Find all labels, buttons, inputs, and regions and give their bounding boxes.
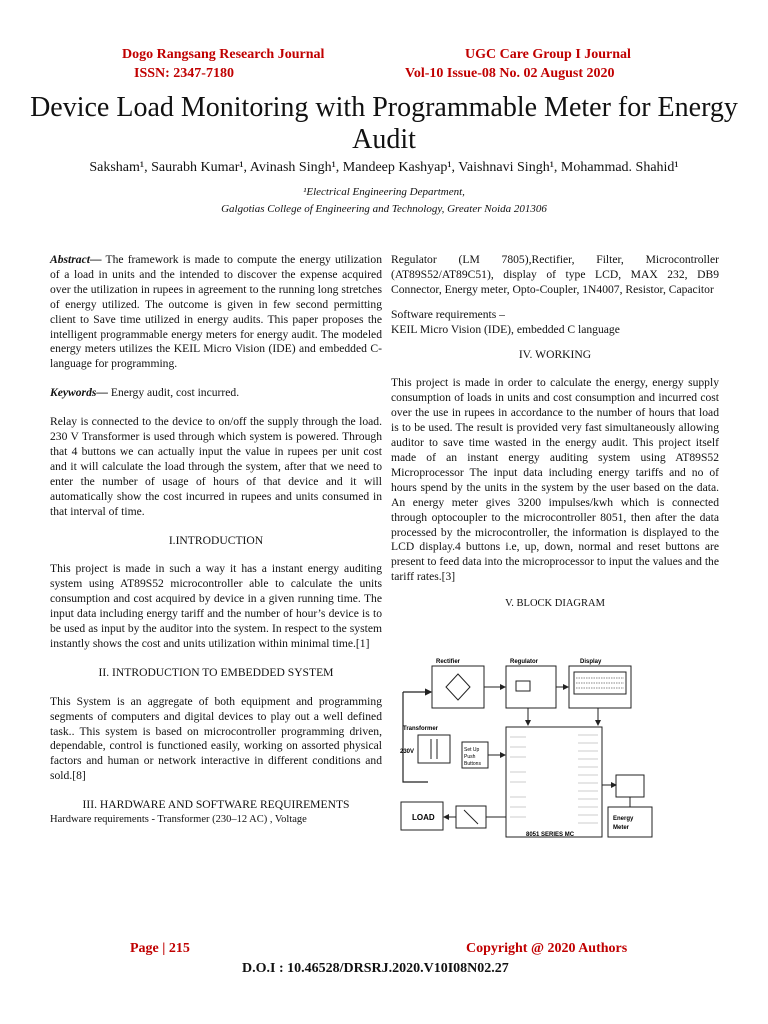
abstract-text: The framework is made to compute the energy utilization of a load in units and the intended to discover the expense acquired over the utilization in rupees in agreement to the running long stretches of energy utilized. The outcome is given in few second permitting client to Save time utilized in energy audits. This paper proposes the intelligent programmable energy meters for energy audit. The modeled energy meters utilizes the KEIL Micro Vision (IDE) and embedded C-language for programming. <box>50 253 382 371</box>
authors: Saksham¹, Saurabh Kumar¹, Avinash Singh¹, Mandeep Kashyap¹, Vaishnavi Singh¹, Mohammad. Shahid¹ <box>89 160 679 175</box>
section-3-text: Hardware requirements - Transformer (230–12 AC) , Voltage <box>50 814 307 826</box>
software-requirements: KEIL Micro Vision (IDE), embedded C language <box>391 322 620 336</box>
optocoupler-block <box>616 775 644 797</box>
mc-label: 8051 SERIES MC <box>526 832 575 838</box>
keywords-label: Keywords— <box>50 386 108 400</box>
abstract-label: Abstract— <box>50 253 102 266</box>
section-3-heading: III. HARDWARE AND SOFTWARE REQUIREMENTS <box>82 798 350 812</box>
keywords-text: Energy audit, cost incurred. <box>107 386 240 400</box>
regulator-label: Regulator <box>510 659 539 665</box>
paper-title: Device Load Monitoring with Programmable Meter for Energy Audit <box>30 92 738 155</box>
regulator-block <box>506 666 556 708</box>
volume-info: Vol-10 Issue-08 No. 02 August 2020 <box>405 66 615 81</box>
rectifier-block <box>432 666 484 708</box>
affiliation-department: ¹Electrical Engineering Department, <box>303 186 465 198</box>
section-4-heading: IV. WORKING <box>518 347 592 361</box>
section-2-heading: II. INTRODUCTION TO EMBEDDED SYSTEM <box>98 665 334 679</box>
section-1-text: This project is made in such a way it has a instant energy auditing system using AT89S52 microcontroller able to calculate the units consumption and cost acquired by device in a given running time. The input data including energy tariff and the number of hour’s device is to be used as input by the auditor into the system. In respect to the system instantly shows the cost and units utilization within minimal time.[1] <box>50 562 382 650</box>
energy-label-1: Energy <box>613 816 634 822</box>
ugc-label: UGC Care Group I Journal <box>465 47 631 62</box>
v230-label: 230V <box>400 749 415 755</box>
setup-label-1: Set Up <box>464 747 480 753</box>
energy-label-2: Meter <box>613 825 630 831</box>
abstract <box>50 253 382 372</box>
left-column <box>50 253 382 828</box>
load-label: LOAD <box>412 813 435 822</box>
right-column <box>391 253 719 612</box>
setup-label-3: Buttons <box>464 761 481 767</box>
affiliation-college: Galgotias College of Engineering and Technology, Greater Noida 201306 <box>221 203 547 215</box>
section-5-heading: V. BLOCK DIAGRAM <box>505 598 605 610</box>
page-number: Page | 215 <box>130 941 190 956</box>
transformer-label: Transformer <box>403 726 439 732</box>
intro-paragraph: Relay is connected to the device to on/off the supply through the load. 230 V Transformer is used through which system is powered. Through that 4 buttons we can actually input the value in rupees per unit cost and it will calculate the load through the system, after that we need to enter the number of usage of hours of that device and it will automatically show the cost incurred in rupees and units consumed in that interval of time. <box>50 415 382 518</box>
display-label: Display <box>580 659 602 665</box>
hardware-list-continued: Regulator (LM 7805),Rectifier, Filter, Microcontroller (AT89S52/AT89C51), display of type LCD, MAX 232, DB9 Connector, Energy meter, Opto-Coupler, 1N4007, Resistor, Capacitor <box>391 253 719 296</box>
copyright: Copyright @ 2020 Authors <box>466 941 628 956</box>
section-1-heading: I.INTRODUCTION <box>168 533 264 547</box>
block-diagram <box>398 657 678 847</box>
setup-label-2: Push <box>464 754 476 760</box>
section-2-text: This System is an aggregate of both equipment and programming segments of computers and digital devices to play out a well defined task.. This system is based on microcontroller programming driven, dependable, control is functioned easily, working on assorted physical factors and human or network interactive in different conditions and sold.[8] <box>50 694 382 783</box>
keywords <box>50 386 382 401</box>
energy-meter-block <box>608 807 652 837</box>
transformer-block <box>418 735 450 763</box>
journal-name: Dogo Rangsang Research Journal <box>122 47 325 62</box>
issn: ISSN: 2347-7180 <box>134 66 234 81</box>
doi: D.O.I : 10.46528/DRSRJ.2020.V10I08N02.27 <box>242 961 509 976</box>
rectifier-label: Rectifier <box>436 659 461 665</box>
section-4-text: This project is made in order to calculate the energy, energy supply consumption of loads in units and cost consumption and incurred cost over the use in rupees in accordance to the number of hours that load is to be used. The result is provided very fast simultaneously allowing auditor to save time wasted in the energy audit. This project itself made of an instant energy auditing system using AT89S52 Microprocessor The input data including energy tariffs and no of hours spend by the units in the system by the user based on the data. An energy meter gives 3200 impulses/kwh which is connected through optocoupler to the microcontroller 8051, then after the data processed by the microcontroller, the information is displayed to the LCD display.4 buttons i.e, up, down, normal and reset buttons are present to feed data into the microprocessor to input the values and the tariff rates.[3] <box>391 376 719 584</box>
software-requirements-label: Software requirements – <box>391 307 505 321</box>
